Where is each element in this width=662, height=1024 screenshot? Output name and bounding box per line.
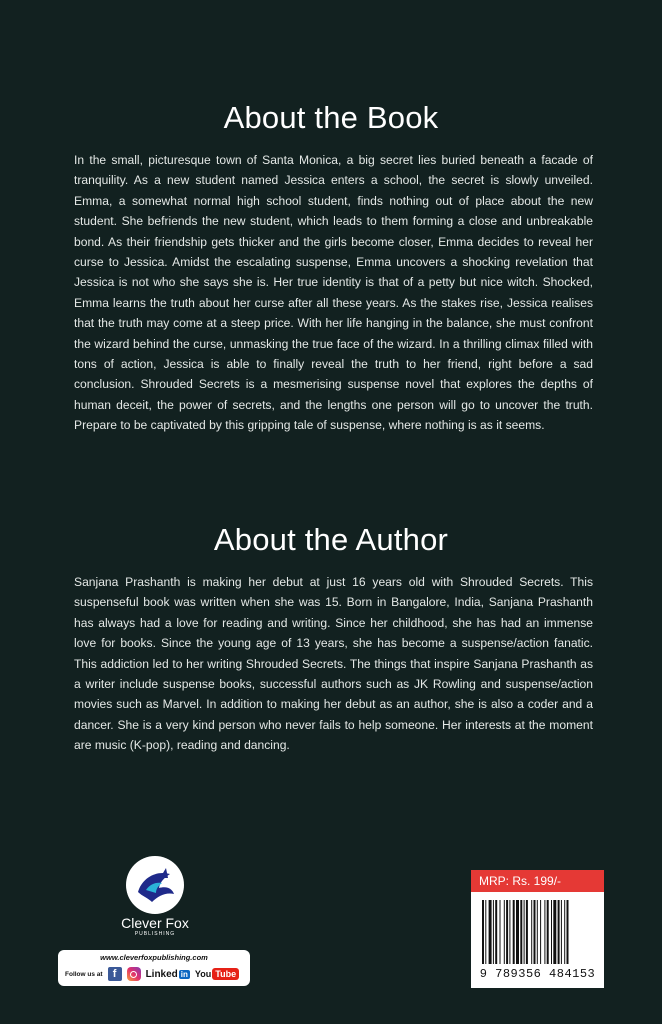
mrp-label: MRP: Rs. 199/- — [471, 870, 604, 892]
youtube-badge: Tube — [212, 968, 239, 980]
publisher-logo — [112, 856, 198, 944]
facebook-icon[interactable]: f — [108, 967, 122, 981]
publisher-sub: PUBLISHING — [134, 931, 176, 937]
youtube-label: You — [194, 969, 212, 979]
about-author-text: Sanjana Prashanth is making her debut at just 16 years old with Shrouded Secrets. This suspenseful book was written when she was 15. Born in Bangalore, India, Sanjana Prashanth has always had a love for reading and writing. Since her childhood, she has had an immense love for books. Since the young age of 13 years, she has become a suspense/action fanatic. This addiction led to her writing Shrouded Secrets. The things that inspire Sanjana Prashanth as a writer include suspense books, successful authors such as JK Rowling and suspense/action movies such as Marvel. In addition to making her debut as an author, she is also a coder and a dancer. She is a very kind person who never fails to help someone. Her interests at the moment are music (K-pop), reading and dancing. — [74, 575, 593, 753]
youtube-icon[interactable] — [195, 968, 239, 980]
social-row — [65, 965, 239, 983]
barcode-icon — [480, 900, 596, 968]
linkedin-icon[interactable] — [146, 969, 190, 980]
isbn-number: 9 789356 484153 — [479, 967, 596, 981]
linkedin-badge: in — [180, 969, 188, 979]
publisher-url[interactable]: www.cleverfoxpublishing.com — [100, 953, 208, 962]
social-box — [58, 950, 250, 986]
follow-label: Follow us at — [65, 970, 103, 978]
price-barcode-box — [471, 870, 604, 988]
instagram-icon[interactable] — [127, 967, 141, 981]
publisher-name: Clever Fox — [121, 915, 189, 931]
fox-icon — [126, 856, 184, 914]
about-book-text: In the small, picturesque town of Santa Monica, a big secret lies buried beneath a facade of tranquility. As a new student named Jessica enters a school, the secret is slowly unveiled. Emma, a somewhat normal high school student, finds nothing out of place about the new student. She befriends the new student, which leads to them forming a close and unbreakable bond. As their friendship gets thicker and the girls become closer, Emma decides to reveal her curse to Jessica. Amidst the escalating suspense, Emma uncovers a shocking revelation that Jessica is not who she says she is. Her true identity is that of a petty but nice witch. Shocked, Emma learns the truth about her curse after all these years. As the stakes rise, Jessica realises that the truth may come at a steep price. With her life hanging in the balance, she must confront the wizard behind the curse, unmasking the true face of the wizard. In a thrilling climax filled with tons of action, Jessica is able to finally reveal the truth to her friend, right before a sad conclusion. Shrouded Secrets is a mesmerising suspense novel that explores the depths of human deceit, the power of secrets, and the lengths one person will go to uncover the truth. Prepare to be captivated by this gripping tale of suspense, where nothing is as it seems. — [74, 153, 593, 433]
linkedin-label: Linked — [145, 968, 178, 980]
about-book-title: About the Book — [223, 100, 439, 135]
about-author-title: About the Author — [213, 522, 449, 557]
